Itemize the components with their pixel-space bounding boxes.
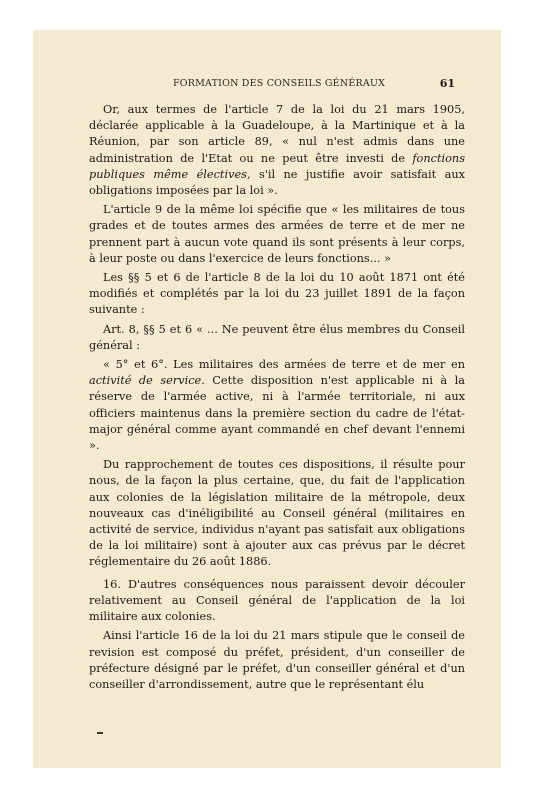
paragraph-7: 16. D'autres conséquences nous paraissent devoir découler relativement au Conseil général de l'application de la loi militaire aux colonies.: [89, 577, 465, 624]
paragraph-4: Art. 8, §§ 5 et 6 « ... Ne peuvent être élus membres du Conseil général :: [89, 322, 465, 352]
paragraph-5-text-b: . Cette disposition n'est applicable ni à la réserve de l'armée active, ni à l'armée territoriale, ni aux officiers maintenus dans la première section du cadre de l'état-major général comme ayant commandé en chef devant l'ennemi ».: [89, 374, 465, 453]
running-title: FORMATION DES CONSEILS GÉNÉRAUX: [173, 78, 386, 89]
paragraph-8: Ainsi l'article 16 de la loi du 21 mars stipule que le conseil de revision est composé du préfet, président, d'un conseiller de préfecture désigné par le préfet, d'un conseiller général et d'un conseiller d'arrondissement, autre que le représentant élu: [89, 629, 465, 691]
paragraph-1-italic: fonctions publiques même électives: [89, 151, 465, 181]
page-header: [33, 78, 501, 94]
page-number: 61: [439, 77, 455, 90]
paragraph-6: Du rapprochement de toutes ces dispositions, il résulte pour nous, de la façon la plus certaine, que, du fait de l'application aux colonies de la législation militaire de la métropole, deux nouveaux cas d'inéligibilité au Conseil général (militaires en activité de service, individus n'ayant pas satisfait aux obligations de la loi militaire) sont à ajouter aux cas prévus par le décret réglementaire du 26 août 1886.: [89, 458, 465, 569]
paragraph-2: L'article 9 de la même loi spécifie que « les militaires de tous grades et de toutes armes des armées de terre et de mer ne prennent part à aucun vote quand ils sont présents à leur corps, à leur poste ou dans l'exercice de leurs fonctions... »: [89, 203, 465, 265]
paragraph-5-italic: activité de service: [89, 374, 202, 388]
paragraph-1-text-b: , s'il ne justifie avoir satisfait aux obligations imposées par la loi ».: [89, 167, 465, 198]
paragraph-1-text-a: Or, aux termes de l'article 7 de la loi du 21 mars 1905, déclarée applicable à la Guadeloupe, à la Martinique et à la Réunion, par son article 89, « nul n'est admis dans une administration de l'Etat ou ne peut être investi de: [89, 103, 465, 165]
paragraph-5: [89, 357, 465, 454]
paragraph-1: [89, 102, 465, 199]
body-text: [89, 102, 465, 696]
ink-mark: [97, 732, 103, 734]
book-page: [33, 30, 501, 768]
paragraph-3: Les §§ 5 et 6 de l'article 8 de la loi du 10 août 1871 ont été modifiés et complétés par la loi du 23 juillet 1891 de la façon suivante :: [89, 271, 465, 317]
paragraph-5-text-a: « 5° et 6°. Les militaires des armées de terre et de mer en: [103, 358, 465, 372]
